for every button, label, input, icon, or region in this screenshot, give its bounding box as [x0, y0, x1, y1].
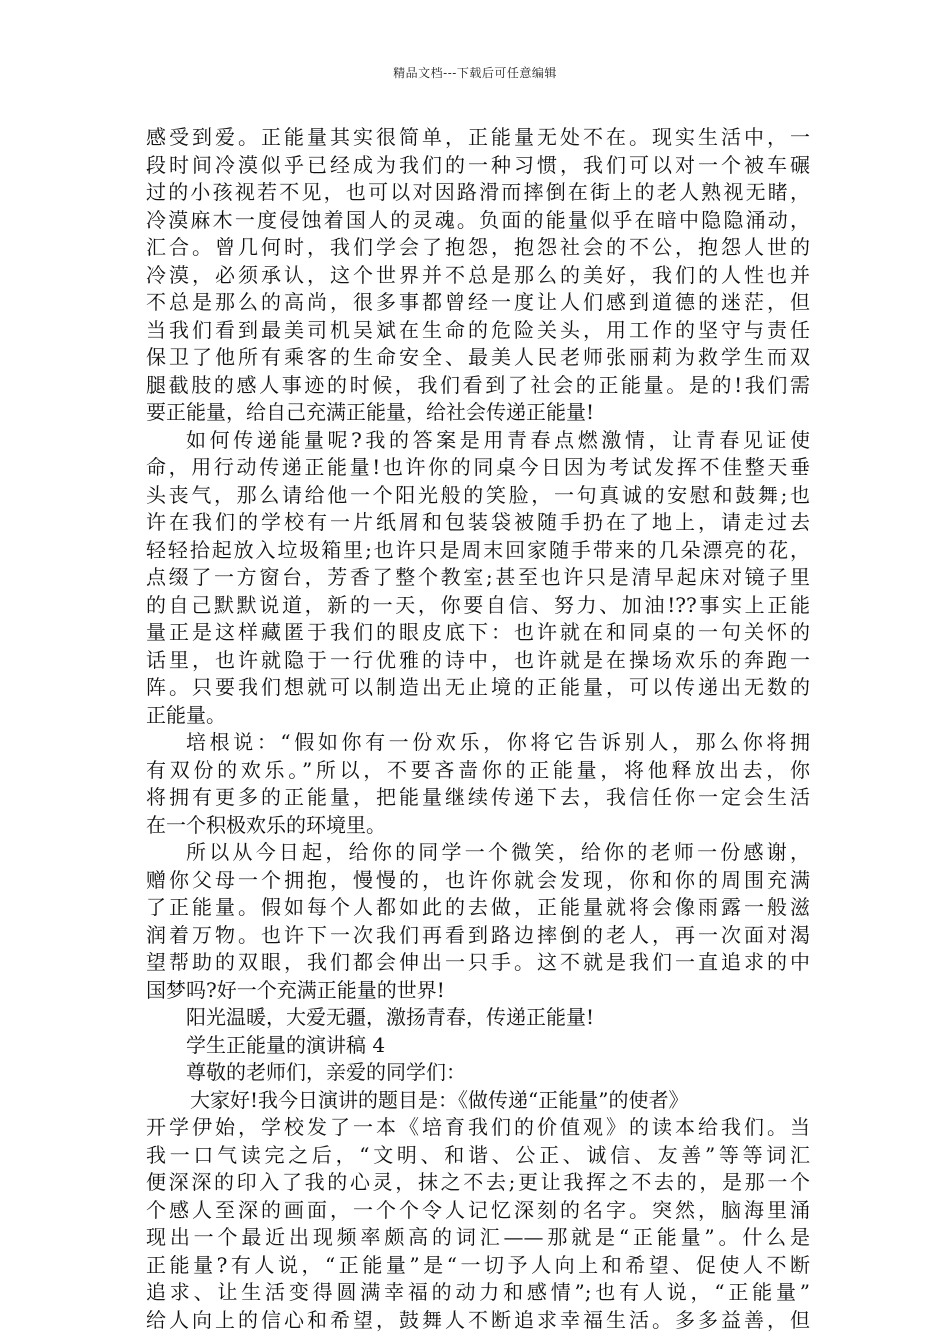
salutation: 尊敬的老师们，亲爱的同学们：: [186, 1060, 466, 1084]
text-line: 所以从今日起，给你的同学一个微笑，给你的老师一份感谢，: [186, 840, 810, 864]
text-line: 过的小孩视若不见，也可以对因路滑而摔倒在街上的老人熟视无睹，: [146, 180, 810, 204]
text-line: 要正能量，给自己充满正能量，给社会传递正能量!: [146, 400, 595, 424]
text-line: 便深深的印入了我的心灵，抹之不去;更让我挥之不去的，是那一个: [146, 1170, 810, 1194]
text-line: 段时间冷漠似乎已经成为我们的一种习惯，我们可以对一个被车碾: [146, 152, 810, 177]
text-line: 话里，也许就隐于一行优雅的诗中，也许就是在操场欢乐的奔跑一: [146, 647, 810, 672]
text-line: 当我们看到最美司机吴斌在生命的危险关头，用工作的坚守与责任: [146, 317, 810, 342]
text-line: 望帮助的双眼，我们都会伸出一只手。这不就是我们一直追求的中: [146, 950, 810, 974]
text-line: 国梦吗?好一个充满正能量的世界!: [146, 977, 445, 1002]
text-line: 量正是这样藏匿于我们的眼皮底下：也许就在和同桌的一句关怀的: [146, 620, 810, 644]
section-heading: 学生正能量的演讲稿 4: [186, 1032, 386, 1057]
text-line: 我一口气读完之后，“文明、和谐、公正、诚信、友善”等等词汇: [146, 1142, 810, 1167]
text-line: 现出一个最近出现频率颇高的词汇——那就是“正能量”。什么是: [146, 1225, 810, 1249]
text-line: 培根说：“假如你有一份欢乐，你将它告诉别人，那么你将拥: [186, 730, 810, 754]
text-line: 赠你父母一个拥抱，慢慢的，也许你就会发现，你和你的周围充满: [146, 867, 810, 892]
text-line: 追求、让生活变得圆满幸福的动力和感情”;也有人说，“正能量”: [146, 1280, 810, 1304]
text-line: 大家好!我今日演讲的题目是：《做传递“正能量”的使者》: [190, 1087, 689, 1112]
text-line: 将拥有更多的正能量，把能量继续传递下去，我信任你一定会生活: [146, 785, 810, 809]
text-line: 保卫了他所有乘客的生命安全、最美人民老师张丽莉为救学生而双: [146, 345, 810, 369]
text-line: 阵。只要我们想就可以制造出无止境的正能量，可以传递出无数的: [146, 675, 810, 699]
text-line: 感受到爱。正能量其实很简单，正能量无处不在。现实生活中，一: [146, 125, 810, 149]
text-line: 了正能量。假如每个人都如此的去做，正能量就将会像雨露一般滋: [146, 895, 810, 919]
text-line: 的自己默默说道，新的一天，你要自信、努力、加油!??事实上正能: [146, 592, 810, 617]
text-line: 腿截肢的感人事迹的时候，我们看到了社会的正能量。是的!我们需: [146, 372, 810, 397]
text-line: 头丧气，那么请给他一个阳光般的笑脸，一句真诚的安慰和鼓舞;也: [146, 482, 810, 507]
text-line: 给人向上的信心和希望，鼓舞人不断追求幸福生活。多多益善，但: [146, 1307, 810, 1332]
page-header: 精品文档---下载后可任意编辑: [393, 66, 557, 80]
text-line: 在一个积极欢乐的环境里。: [146, 812, 386, 837]
text-line: 命，用行动传递正能量!也许你的同桌今日因为考试发挥不佳整天垂: [146, 455, 810, 479]
text-line: 正能量。: [146, 702, 226, 727]
text-line: 许在我们的学校有一片纸屑和包装袋被随手扔在了地上，请走过去: [146, 510, 810, 534]
text-line: 有双份的欢乐。”所以，不要吝啬你的正能量，将他释放出去，你: [146, 757, 810, 782]
document-body: [146, 124, 810, 1334]
text-line: 润着万物。也许下一次我们再看到路边摔倒的老人，再一次面对渴: [146, 922, 810, 947]
text-line: 冷漠麻木一度侵蚀着国人的灵魂。负面的能量似乎在暗中隐隐涌动，: [146, 207, 810, 232]
text-line: 开学伊始，学校发了一本《培育我们的价值观》的读本给我们。当: [146, 1115, 810, 1139]
text-line: 轻轻拾起放入垃圾箱里;也许只是周末回家随手带来的几朵漂亮的花，: [146, 537, 810, 562]
text-line: 个感人至深的画面，一个个令人记忆深刻的名字。突然，脑海里涌: [146, 1197, 810, 1222]
text-line: 冷漠，必须承认，这个世界并不总是那么的美好，我们的人性也并: [146, 262, 810, 287]
text-line: 如何传递能量呢?我的答案是用青春点燃激情，让青春见证使: [186, 427, 810, 452]
text-line: 点缀了一方窗台，芳香了整个教室;甚至也许只是清早起床对镜子里: [146, 565, 810, 589]
text-line: 正能量?有人说，“正能量”是“一切予人向上和希望、促使人不断: [146, 1252, 810, 1277]
text-line: 汇合。曾几何时，我们学会了抱怨，抱怨社会的不公，抱怨人世的: [146, 235, 810, 259]
text-line: 阳光温暖，大爱无疆，激扬青春，传递正能量!: [186, 1005, 595, 1029]
text-line: 不总是那么的高尚，很多事都曾经一度让人们感到道德的迷茫，但: [146, 290, 810, 314]
